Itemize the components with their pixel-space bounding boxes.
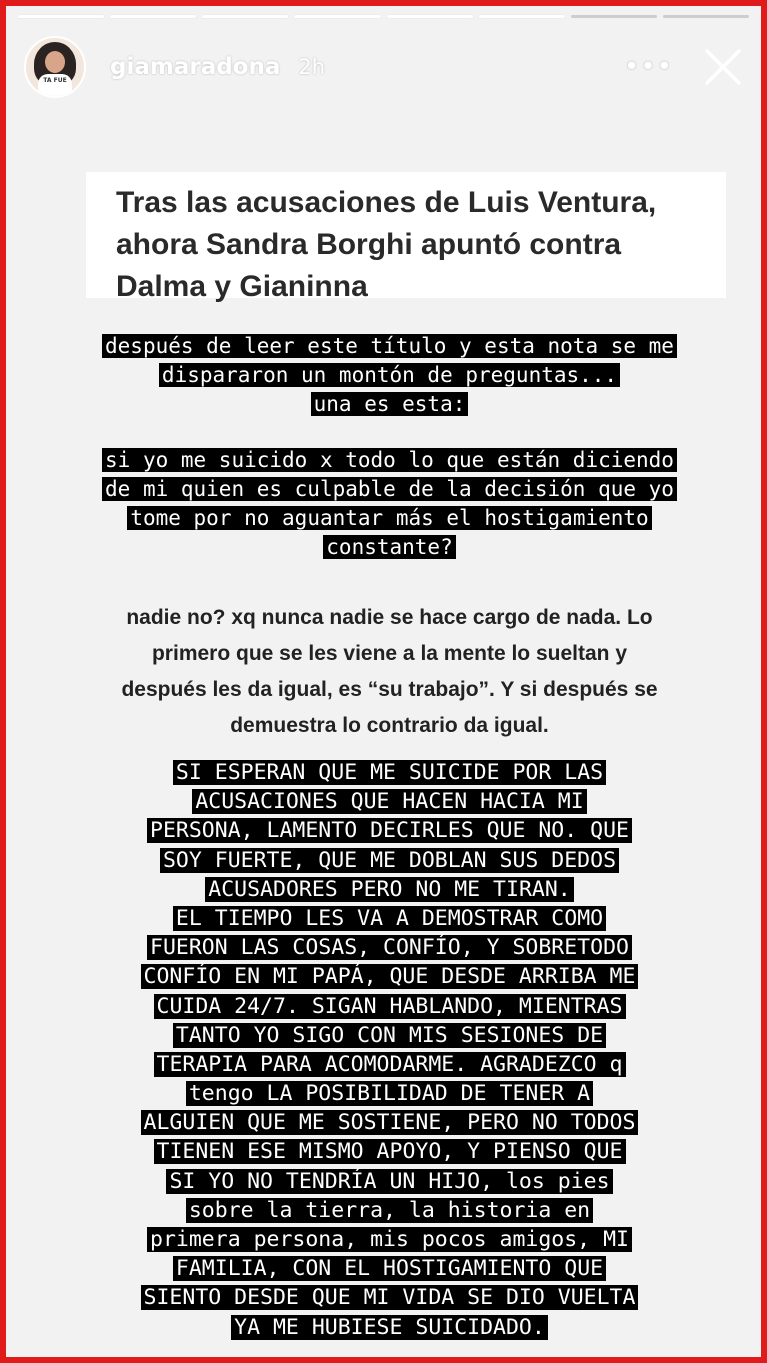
question-text bbox=[46, 446, 733, 562]
text-line: primera persona, mis pocos amigos, MI bbox=[147, 1227, 632, 1252]
text-line: CONFÍO EN MI PAPÁ, QUE DESDE ARRIBA ME bbox=[141, 964, 639, 989]
text-line: YA ME HUBIESE SUICIDADO. bbox=[231, 1315, 548, 1340]
progress-segment bbox=[18, 15, 104, 18]
story-header bbox=[24, 34, 743, 100]
avatar[interactable] bbox=[24, 36, 86, 98]
avatar-shirt-text: TA FUE bbox=[38, 74, 72, 98]
text-line: dispararon un montón de preguntas... bbox=[159, 363, 620, 387]
text-line: demuestra lo contrario da igual. bbox=[230, 714, 549, 737]
progress-segment bbox=[202, 15, 288, 18]
close-icon[interactable] bbox=[703, 47, 743, 87]
text-line: PERSONA, LAMENTO DECIRLES QUE NO. QUE bbox=[147, 818, 632, 843]
progress-segment bbox=[663, 15, 749, 18]
text-line: después les da igual, es “su trabajo”. Y si después se bbox=[121, 678, 658, 701]
headline-line: Tras las acusaciones de Luis Ventura, bbox=[116, 186, 657, 219]
progress-segment bbox=[110, 15, 196, 18]
text-line: ACUSACIONES QUE HACEN HACIA MI bbox=[192, 789, 586, 814]
question-intro-text bbox=[46, 332, 733, 419]
text-line: primero que se les viene a la mente lo sueltan y bbox=[151, 642, 628, 665]
answer-text bbox=[66, 600, 713, 744]
text-line: SIENTO DESDE QUE MI VIDA SE DIO VUELTA bbox=[141, 1285, 639, 1310]
more-options-icon[interactable]: ••• bbox=[623, 52, 673, 82]
headline-line: Dalma y Gianinna bbox=[116, 270, 368, 303]
post-time: 2h bbox=[298, 55, 326, 79]
headline-line: ahora Sandra Borghi apuntó contra bbox=[116, 228, 622, 261]
text-line: EL TIEMPO LES VA A DEMOSTRAR COMO bbox=[173, 906, 606, 931]
text-line: ACUSADORES PERO NO ME TIRAN. bbox=[205, 877, 573, 902]
text-line: tome por no aguantar más el hostigamiento bbox=[127, 506, 651, 530]
progress-segment bbox=[479, 15, 565, 18]
progress-segment bbox=[294, 15, 380, 18]
text-line: FUERON LAS COSAS, CONFÍO, Y SOBRETODO bbox=[147, 935, 632, 960]
username[interactable]: giamaradona bbox=[110, 54, 281, 80]
text-line: después de leer este título y esta nota se me bbox=[102, 334, 677, 358]
text-line: FAMILIA, CON EL HOSTIGAMIENTO QUE bbox=[173, 1256, 606, 1281]
text-line: tengo LA POSIBILIDAD DE TENER A bbox=[186, 1081, 593, 1106]
text-line: ALGUIEN QUE ME SOSTIENE, PERO NO TODOS bbox=[141, 1110, 639, 1135]
text-line: si yo me suicido x todo lo que están diciendo bbox=[102, 448, 677, 472]
text-line: SI YO NO TENDRÍA UN HIJO, los pies bbox=[166, 1169, 612, 1194]
text-line: TANTO YO SIGO CON MIS SESIONES DE bbox=[173, 1023, 606, 1048]
text-line: CUIDA 24/7. SIGAN HABLANDO, MIENTRAS bbox=[154, 994, 626, 1019]
statement-text bbox=[46, 758, 733, 1342]
text-line: nadie no? xq nunca nadie se hace cargo de nada. Lo bbox=[126, 606, 653, 629]
story-progress-bar bbox=[18, 15, 749, 18]
progress-segment bbox=[571, 15, 657, 18]
news-headline-card bbox=[86, 172, 726, 303]
text-line: SOY FUERTE, QUE ME DOBLAN SUS DEDOS bbox=[160, 848, 619, 873]
text-line: de mi quien es culpable de la decisión que yo bbox=[102, 477, 677, 501]
text-line: constante? bbox=[323, 535, 455, 559]
progress-segment bbox=[387, 15, 473, 18]
text-line: sobre la tierra, la historia en bbox=[186, 1198, 593, 1223]
text-line: una es esta: bbox=[311, 392, 469, 416]
text-line: SI ESPERAN QUE ME SUICIDE POR LAS bbox=[173, 760, 606, 785]
text-line: TIENEN ESE MISMO APOYO, Y PIENSO QUE bbox=[154, 1139, 626, 1164]
text-line: TERAPIA PARA ACOMODARME. AGRADEZCO q bbox=[154, 1052, 626, 1077]
